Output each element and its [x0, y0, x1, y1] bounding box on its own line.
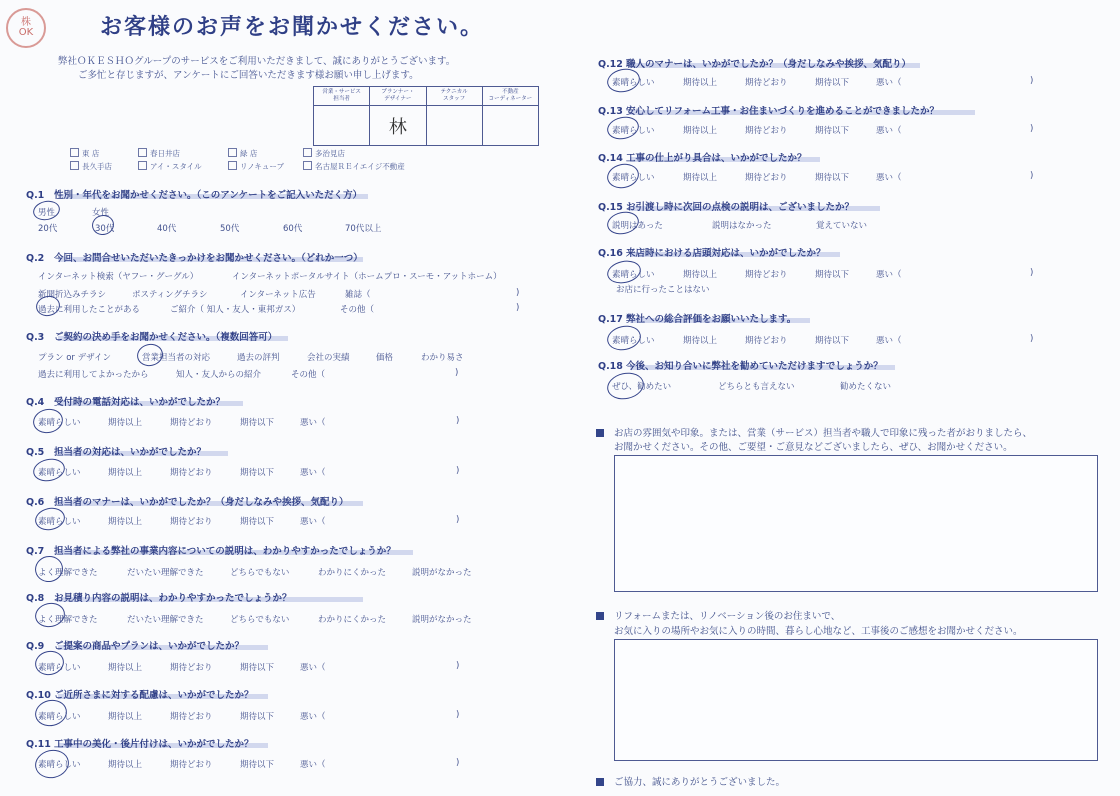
q7-mostly-clear[interactable]: だいたい理解できた	[127, 568, 204, 578]
handwritten-circle-mark	[31, 198, 61, 222]
q13-rating-excellent[interactable]: 素晴らしい	[612, 126, 655, 136]
staff-header-planner: プランナー・ デザイナー	[370, 87, 425, 106]
q8-clear[interactable]: よく理解できた	[38, 615, 98, 625]
staff-value-planner[interactable]: 林	[388, 116, 407, 138]
handwritten-circle-mark	[135, 342, 165, 369]
q13-rating-below[interactable]: 期待以下	[815, 126, 850, 136]
q2-option-magazine[interactable]: 雑誌（	[345, 290, 371, 300]
q4-rating-above[interactable]: 期待以上	[108, 418, 143, 428]
q12-bad-paren: )	[1030, 76, 1034, 86]
q17-rating-as-expected[interactable]: 期待どおり	[745, 336, 788, 346]
q1-option-female[interactable]: 女性	[92, 208, 110, 218]
q2-option-past-use[interactable]: 過去に利用したことがある	[38, 305, 141, 315]
checkbox-icon	[228, 161, 237, 170]
q13-title: Q.13 安心してリフォーム工事・お住まいづくりを進めることができましたか？	[598, 106, 940, 117]
q2-magazine-paren: )	[516, 288, 520, 298]
store-midori[interactable]: 緑 店	[228, 148, 257, 159]
q11-bad-paren: )	[456, 758, 460, 768]
q7-title: Q.7 担当者による弊社の事業内容についての説明は、わかりやすかったでしょうか？	[26, 546, 396, 557]
q8-neutral[interactable]: どちらでもない	[230, 615, 290, 625]
q17-rating-below[interactable]: 期待以下	[815, 336, 850, 346]
q10-title: Q.10 ご近所さまに対する配慮は、いかがでしたか？	[26, 690, 254, 701]
q15-not-explained[interactable]: 説明はなかった	[712, 221, 772, 231]
q13-bad-paren: )	[1030, 124, 1034, 134]
q3-other-paren: )	[455, 368, 459, 378]
q14-rating-excellent[interactable]: 素晴らしい	[612, 173, 655, 183]
q1-age-70s-plus[interactable]: 70代以上	[345, 224, 382, 234]
q11-rating-bad[interactable]: 悪い（	[300, 760, 326, 770]
q7-clear[interactable]: よく理解できた	[38, 568, 98, 578]
store-istyle[interactable]: アイ・スタイル	[138, 161, 202, 172]
handwritten-circle-mark	[33, 697, 70, 729]
checkbox-icon	[70, 148, 79, 157]
handwritten-circle-mark	[33, 648, 66, 678]
staff-value-technical[interactable]	[427, 106, 482, 145]
q10-rating-below[interactable]: 期待以下	[240, 712, 275, 722]
q3-option-past-good[interactable]: 過去に利用してよかったから	[38, 370, 149, 380]
q17-rating-above[interactable]: 期待以上	[683, 336, 718, 346]
q11-rating-above[interactable]: 期待以上	[108, 760, 143, 770]
staff-header-sales: 営業・サービス 担当者	[314, 87, 369, 106]
intro-line-2: ご多忙と存じますが、アンケートにご回答いただきます様お願い申し上げます。	[78, 70, 419, 81]
q2-option-web-ad[interactable]: インターネット広告	[240, 290, 316, 300]
section-impression-subtext: お聞かせください。その他、ご要望・ご意見などございましたら、ぜひ、お聞かせください。	[614, 442, 1013, 453]
q9-bad-paren: )	[456, 661, 460, 671]
checkbox-icon	[303, 161, 312, 170]
q3-option-track-record[interactable]: 会社の実績	[307, 353, 350, 363]
q18-neutral[interactable]: どちらとも言えない	[718, 382, 795, 392]
q10-rating-above[interactable]: 期待以上	[108, 712, 143, 722]
q2-other-paren: )	[516, 303, 520, 313]
q14-rating-bad[interactable]: 悪い（	[876, 173, 902, 183]
q6-title: Q.6 担当者のマナーは、いかがでしたか？（身だしなみや挨拶、気配り）	[26, 497, 349, 508]
staff-value-sales[interactable]	[314, 106, 369, 145]
handwritten-circle-mark	[33, 553, 66, 584]
handwritten-circle-mark	[31, 456, 67, 484]
q2-option-portal[interactable]: インターネットポータルサイト（ホームプロ・スーモ・アットホーム）	[232, 272, 502, 282]
q1-option-male[interactable]: 男性	[38, 208, 56, 218]
q6-bad-paren: )	[456, 515, 460, 525]
q16-title: Q.16 来店時における店頭対応は、いかがでしたか？	[598, 248, 826, 259]
q8-mostly-clear[interactable]: だいたい理解できた	[127, 615, 204, 625]
bullet-square-icon	[596, 429, 604, 437]
q3-option-other[interactable]: その他（	[291, 370, 326, 380]
q16-rating-as-expected[interactable]: 期待どおり	[745, 270, 788, 280]
q3-option-referral[interactable]: 知人・友人からの紹介	[176, 370, 262, 380]
store-nagoya-reage[interactable]: 名古屋ＲＥイエイジ不動産	[303, 161, 405, 172]
company-seal-stamp: 株 OK	[6, 8, 46, 48]
q16-rating-above[interactable]: 期待以上	[683, 270, 718, 280]
q3-option-reputation[interactable]: 過去の評判	[237, 353, 280, 363]
handwritten-circle-mark	[33, 505, 67, 533]
staff-header-realestate: 不動産 コーディネーター	[483, 87, 538, 106]
q2-option-search[interactable]: インターネット検索（ヤフー・グーグル）	[38, 272, 199, 282]
handwritten-circle-mark	[31, 406, 65, 436]
q2-title: Q.2 今回、お問合せいただいたきっかけをお聞かせください。（どれか一つ）	[26, 253, 363, 264]
q12-rating-excellent[interactable]: 素晴らしい	[612, 78, 655, 88]
q14-title: Q.14 工事の仕上がり具合は、いかがでしたか？	[598, 153, 807, 164]
q11-rating-below[interactable]: 期待以下	[240, 760, 275, 770]
staff-table	[313, 86, 539, 146]
q14-rating-below[interactable]: 期待以下	[815, 173, 850, 183]
handwritten-circle-mark	[605, 209, 641, 237]
q17-bad-paren: )	[1030, 334, 1034, 344]
q3-option-clarity[interactable]: わかり易さ	[421, 353, 464, 363]
q17-title: Q.17 弊社への総合評価をお願いいたします。	[598, 314, 797, 325]
section-after-reform-subtext: お気に入りの場所やお気に入りの時間、暮らし心地など、工事後のご感想をお聞かせください。	[614, 626, 1023, 637]
q1-age-20s[interactable]: 20代	[38, 224, 58, 234]
q13-rating-as-expected[interactable]: 期待どおり	[745, 126, 788, 136]
q6-rating-below[interactable]: 期待以下	[240, 517, 275, 527]
q11-rating-as-expected[interactable]: 期待どおり	[170, 760, 213, 770]
q16-rating-below[interactable]: 期待以下	[815, 270, 850, 280]
q2-option-posting[interactable]: ポスティングチラシ	[132, 290, 208, 300]
q1-age-60s[interactable]: 60代	[283, 224, 303, 234]
q12-title: Q.12 職人のマナーは、いかがでしたか？（身だしなみや挨拶、気配り）	[598, 59, 912, 70]
handwritten-circle-mark	[605, 323, 643, 354]
q2-option-other[interactable]: その他（	[340, 305, 375, 315]
store-east[interactable]: 東 店	[70, 148, 99, 159]
q4-rating-excellent[interactable]: 素晴らしい	[38, 418, 81, 428]
q16-bad-paren: )	[1030, 268, 1034, 278]
checkbox-icon	[303, 148, 312, 157]
q15-title: Q.15 お引渡し時に次回の点検の説明は、ございましたか？	[598, 202, 855, 213]
q4-title: Q.4 受付時の電話対応は、いかがでしたか？	[26, 397, 226, 408]
handwritten-circle-mark	[605, 66, 642, 95]
q14-bad-paren: )	[1030, 171, 1034, 181]
q4-rating-below[interactable]: 期待以下	[240, 418, 275, 428]
q9-rating-excellent[interactable]: 素晴らしい	[38, 663, 81, 673]
q5-bad-paren: )	[456, 466, 460, 476]
store-tajimi[interactable]: 多治見店	[303, 148, 345, 159]
after-reform-comment-box[interactable]	[614, 639, 1098, 761]
store-nagakute[interactable]: 長久手店	[70, 161, 112, 172]
q18-not-recommend[interactable]: 勧めたくない	[840, 382, 892, 392]
checkbox-icon	[228, 148, 237, 157]
intro-line-1: 弊社ＯＫＥＳＨＯグループのサービスをご利用いただきまして、誠にありがとうございます。	[58, 56, 456, 67]
q4-bad-paren: )	[456, 416, 460, 426]
checkbox-icon	[138, 161, 147, 170]
q10-rating-excellent[interactable]: 素晴らしい	[38, 712, 81, 722]
q5-rating-bad[interactable]: 悪い（	[300, 468, 326, 478]
q10-bad-paren: )	[456, 710, 460, 720]
q7-no-explanation[interactable]: 説明がなかった	[412, 568, 472, 578]
q9-rating-bad[interactable]: 悪い（	[300, 663, 326, 673]
closing-thanks: ご協力、誠にありがとうございました。	[596, 774, 785, 788]
q1-age-50s[interactable]: 50代	[220, 224, 240, 234]
q1-age-30s[interactable]: 30代	[95, 224, 115, 234]
q3-option-price[interactable]: 価格	[376, 353, 394, 363]
q3-title: Q.3 ご契約の決め手をお聞かせください。（複数回答可）	[26, 332, 278, 343]
handwritten-circle-mark	[605, 161, 641, 191]
q4-rating-bad[interactable]: 悪い（	[300, 418, 326, 428]
q7-neutral[interactable]: どちらでもない	[230, 568, 290, 578]
q16-rating-excellent[interactable]: 素晴らしい	[612, 270, 655, 280]
handwritten-circle-mark	[605, 369, 647, 402]
q6-rating-as-expected[interactable]: 期待どおり	[170, 517, 213, 527]
q18-title: Q.18 今後、お知り合いに弊社を勧めていただけますでしょうか？	[598, 361, 883, 372]
q14-rating-above[interactable]: 期待以上	[683, 173, 718, 183]
q6-rating-above[interactable]: 期待以上	[108, 517, 143, 527]
q4-rating-as-expected[interactable]: 期待どおり	[170, 418, 213, 428]
q5-rating-excellent[interactable]: 素晴らしい	[38, 468, 81, 478]
q1-age-40s[interactable]: 40代	[157, 224, 177, 234]
q14-rating-as-expected[interactable]: 期待どおり	[745, 173, 788, 183]
q5-rating-below[interactable]: 期待以下	[240, 468, 275, 478]
bullet-square-icon	[596, 612, 604, 620]
q9-rating-below[interactable]: 期待以下	[240, 663, 275, 673]
q11-title: Q.11 工事中の美化・後片付けは、いかがでしたか？	[26, 739, 254, 750]
q12-rating-bad[interactable]: 悪い（	[876, 78, 902, 88]
q15-dont-remember[interactable]: 覚えていない	[816, 221, 868, 231]
handwritten-circle-mark	[605, 114, 641, 142]
q8-no-explanation[interactable]: 説明がなかった	[412, 615, 472, 625]
impression-comment-box[interactable]	[614, 455, 1098, 592]
q16-rating-bad[interactable]: 悪い（	[876, 270, 902, 280]
q9-rating-as-expected[interactable]: 期待どおり	[170, 663, 213, 673]
q3-option-sales-response[interactable]: 営業担当者の対応	[142, 353, 211, 363]
checkbox-icon	[138, 148, 147, 157]
handwritten-circle-mark	[32, 747, 71, 781]
store-renocube[interactable]: リノキューブ	[228, 161, 284, 172]
bullet-square-icon	[596, 778, 604, 786]
q8-title: Q.8 お見積り内容の説明は、わかりやすかったでしょうか？	[26, 593, 292, 604]
q5-title: Q.5 担当者の対応は、いかがでしたか？	[26, 447, 207, 458]
q2-option-referral[interactable]: ご紹介（ 知人・友人・東邦ガス）	[170, 305, 301, 315]
q2-option-flyer[interactable]: 新聞折込みチラシ	[38, 290, 107, 300]
handwritten-circle-mark	[605, 258, 643, 287]
q13-rating-bad[interactable]: 悪い（	[876, 126, 902, 136]
q1-title: Q.1 性別・年代をお聞かせください。（このアンケートをご記入いただく方）	[26, 190, 363, 201]
checkbox-icon	[70, 161, 79, 170]
q8-unclear[interactable]: わかりにくかった	[318, 615, 387, 625]
q5-rating-as-expected[interactable]: 期待どおり	[170, 468, 213, 478]
q6-rating-excellent[interactable]: 素晴らしい	[38, 517, 81, 527]
q12-rating-above[interactable]: 期待以上	[683, 78, 718, 88]
q13-rating-above[interactable]: 期待以上	[683, 126, 718, 136]
page-title: お客様のお声をお聞かせください。	[100, 15, 485, 40]
q3-option-plan-design[interactable]: プラン or デザイン	[38, 353, 112, 363]
q9-title: Q.9 ご提案の商品やプランは、いかがでしたか？	[26, 641, 245, 652]
q17-rating-excellent[interactable]: 素晴らしい	[612, 336, 655, 346]
q18-recommend[interactable]: ぜひ、勧めたい	[612, 382, 672, 392]
q17-rating-bad[interactable]: 悪い（	[876, 336, 902, 346]
q9-rating-above[interactable]: 期待以上	[108, 663, 143, 673]
q16-never-visited[interactable]: お店に行ったことはない	[616, 285, 710, 295]
section-after-reform-heading: リフォームまたは、リノベーション後のお住まいで、	[596, 608, 840, 622]
q12-rating-below[interactable]: 期待以下	[815, 78, 850, 88]
staff-value-realestate[interactable]	[483, 106, 538, 145]
store-kasugai[interactable]: 春日井店	[138, 148, 180, 159]
q15-explained[interactable]: 説明はあった	[612, 221, 663, 231]
handwritten-circle-mark	[33, 600, 67, 630]
q10-rating-bad[interactable]: 悪い（	[300, 712, 326, 722]
section-impression-heading: お店の雰囲気や印象。または、営業（サービス）担当者や職人で印象に残った者がおりましたら、	[596, 425, 1032, 439]
q7-unclear[interactable]: わかりにくかった	[318, 568, 387, 578]
staff-header-technical: テクニカル スタッフ	[427, 87, 482, 106]
q12-rating-as-expected[interactable]: 期待どおり	[745, 78, 788, 88]
q6-rating-bad[interactable]: 悪い（	[300, 517, 326, 527]
q11-rating-excellent[interactable]: 素晴らしい	[38, 760, 81, 770]
q5-rating-above[interactable]: 期待以上	[108, 468, 143, 478]
q10-rating-as-expected[interactable]: 期待どおり	[170, 712, 213, 722]
